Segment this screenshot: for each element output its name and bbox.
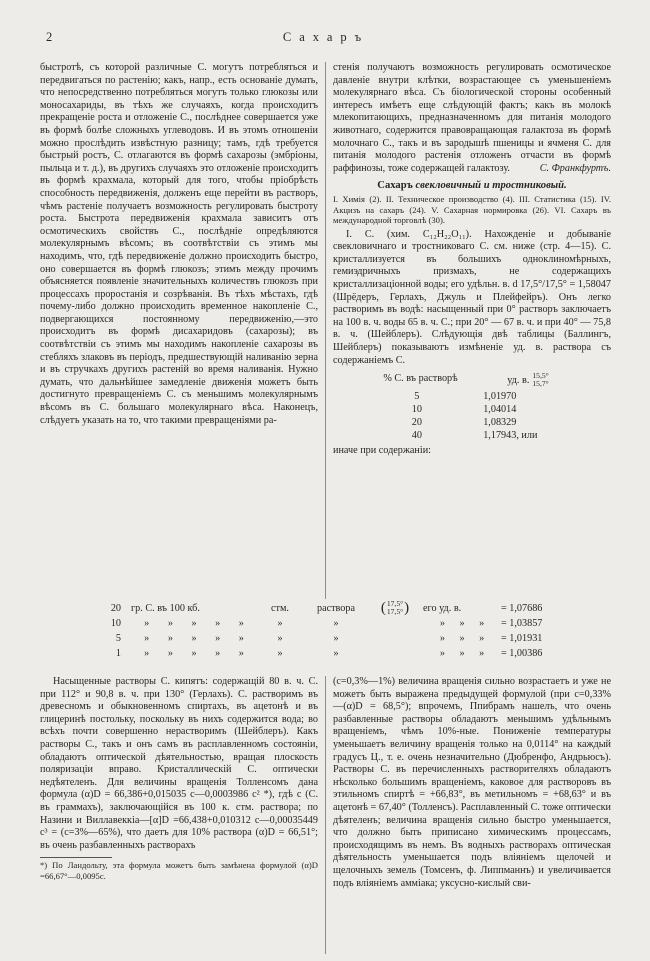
section-heading-sub: свекловичный и тростниковый.: [415, 180, 567, 192]
table-row: 1 » » » » » » » » » » = 1,00386: [115, 648, 543, 659]
table-row: 5 » » » » » » » » » » = 1,01931: [115, 633, 543, 644]
table-row: 40 1,17943, или: [411, 430, 538, 442]
table-row: 20 1,08329: [411, 417, 517, 429]
author-signature: С. Франкфуртъ.: [539, 162, 611, 174]
section-heading: [333, 179, 611, 192]
concentration-col1-header: % С. въ растворѣ: [383, 373, 458, 385]
temperature-fraction: 15,5° 15,7°: [532, 371, 549, 389]
concentration-col2-header: уд. в. 15,5° 15,7°: [507, 371, 549, 389]
table-row: 10 » » » » » » » » » » = 1,03857: [110, 618, 543, 629]
right-column-paragraph: стенія получаютъ возможность регулировать осмотическое давленіе внутри клѣтки, возрастающее съ уменьшеніемъ молекулярнаго вѣса. Съ біологической стороны особенный интересъ имѣетъ еще слѣдующій фактъ; какъ въ молокѣ млекопитающихъ, предназначенномъ для питанія молодого животнаго, содержится правовращающая галактоза въ формѣ молочнаго С., такъ и въ зародышѣ пшеницы и ячменя С. для питанія молодого растенія отложенъ отчасти въ формѣ раффинозы, тоже содержащей галактозу.: [333, 62, 611, 174]
section-heading-main: Сахаръ: [377, 180, 413, 192]
concentration-table-header: [365, 372, 580, 388]
page-number: 2: [46, 30, 53, 44]
column-divider-top: [325, 62, 326, 599]
table-row: 5 1,01970: [414, 391, 517, 403]
top-right-column: [333, 62, 611, 599]
bottom-right-paragraph: (c=0,3%—1%) величина вращенія сильно возрастаетъ и уже не можетъ быть выражена предыдущей формулой (при c=0,33% —(α)D = 68,5°); впрочемъ, Ппибрамъ нашелъ, что очень разбавленные растворы обладаютъ меньшимъ удѣльнымъ вращеніемъ, чѣмъ 10%-ные. Пониженіе температуры уменьшаетъ величину вращенія только на 0,0114° на каждый градусъ Ц., т. е. очень незначительно (Дюбренфо, Андрьюсъ). Растворы С. въ перечисленныхъ растворителяхъ обладаютъ нѣсколько большимъ вращеніемъ, каковое для растворовъ въ этильномъ спиртѣ = +66,83°, въ метильномъ = +68,63° и въ ацетонѣ = 67,40° (Толленсъ). Расплавленный С. тоже оптически дѣятеленъ; величина вращенія сильно быстро уменьшается, что должно быть приписано химическимъ процессамъ, происходящимъ въ немъ. Въ водныхъ растворахъ оптическая дѣятельность уменьшается подъ вліяніемъ щелочей и щелочныхъ земель (Томсенъ, ф. Липпманнъ) и увеличивается подъ вліяніемъ амміака; уксусно-кислый сви-: [333, 676, 611, 889]
after-table-text: иначе при содержаніи:: [333, 445, 431, 457]
top-section: [40, 62, 612, 599]
left-column-paragraph: быстротѣ, съ которой различные С. могутъ потребляться и передвигаться по растенію; какъ, напр., есть основаніе думать, что непосредственно потребляться могутъ только глюкозы или моносахариды, въ тѣхъ же случаяхъ, когда происходитъ прекращеніе роста и отложеніе С., послѣднее совершается уже въ формѣ болѣе сложныхъ углеводовъ. И въ этомъ отношеніи можно прослѣдить извѣстную разницу; тамъ, гдѣ требуется быстрый ростъ, С. отлагаются въ формѣ сахарозы (эмбріоны, пыльца и т. д.), въ другихъ случаяхъ это отложеніе происходитъ въ формѣ крахмала, который для того, чтобы пріобрѣсть способность передвиженія, долженъ еще перейти въ растворъ, чѣмъ растеніе получаетъ возможность регулировать быстроту роста. Быстрота передвиженія крахмала зависитъ отъ осмотическихъ свойствъ С., послѣдніе опредѣляются молекулярнымъ вѣсомъ; въ соотвѣтствіи съ этимъ мы находимъ, что, гдѣ передвиженіе должно происходить быстро, оно совершается въ формѣ глюкозъ; этимъ между прочимъ объясняется появленіе значительныхъ количествъ глюкозъ при процессахъ проростанія и созрѣванія. Въ тѣхъ мѣстахъ, гдѣ почему-либо должно происходить временное накопленіе С., подвергающихся постоянному передвиженію,—это происходитъ въ формѣ дисахаридовъ (сахарозы); въ соотвѣтствіи съ этимъ мы находимъ накопленіе сахарозы въ стебляхъ злаковъ въ періодъ, предшествующій наливанію зерна и въ стручкахъ другихъ растеній во время наливанія. Нужно думать, что дальнѣйшее замедленіе движенія можетъ быть достигнуто превращеніемъ С. съ меньшимъ молекулярнымъ вѣсомъ въ С. большаго молекулярнаго вѣса. Наконецъ, слѣдуетъ указать на то, что такими превращеніями ра-: [40, 62, 318, 426]
bottom-left-paragraph: Насыщенные растворы С. кипятъ: содержащій 80 в. ч. С. при 112° и 90,8 в. ч. при 130° (Герлахъ). С. растворимъ въ древесномъ и обыкновенномъ спиртахъ, въ ацетонѣ и въ глицеринѣ постольку, поскольку въ нихъ содержится вода; во всѣхъ почти совершенно нерастворимъ (Шейблеръ). Какъ растворы С., такъ и онъ самъ въ расплавленномъ состояніи, обладаютъ оптической дѣятельностью, вращая плоскость поляризаціи вправо. Кристаллическій С. оптически недѣятеленъ. Для величины вращенія Толленсомъ дана формула (α)D = 66,386+0,015035 c—0,0003986 c² *), гдѣ c (С. въ граммахъ), заключающійся въ 100 к. стм. раствора; по Назини и Виллавеккіа—[α]D =66,438+0,010312 c—0,00035449 c³ = (c=3%—65%), что даетъ для 10% раствора (α)D = 66,51°; въ очень разбавленныхъ растворахъ: [40, 676, 318, 851]
density-table: [95, 600, 570, 661]
bottom-section: [40, 676, 612, 954]
top-left-column: [40, 62, 318, 599]
section-index: I. Химія (2). II. Техническое производство (4). III. Статистика (15). IV. Акцизъ на сахаръ (24). V. Сахарная нормировка (26). VI. Сахаръ въ международной торговлѣ (30).: [333, 194, 611, 226]
footnote-text: *) По Ландольту, эта формула можетъ быть замѣнена формулой (α)D =66,67°—0,0095c.: [40, 860, 318, 881]
footnote-divider: [40, 857, 112, 858]
table-row: 10 1,04014: [411, 404, 517, 416]
page-header: [40, 30, 612, 48]
column-divider-bottom: [325, 676, 326, 954]
table-row: 20 гр. С. въ 100 кб. стм. раствора ( 17,5° 17,5° ) его уд. в. = 1,07686: [110, 599, 543, 616]
bottom-left-column: [40, 676, 318, 954]
temperature-fraction: ( 17,5° 17,5° ): [380, 599, 410, 616]
chemistry-paragraph: I. С. (хим. C₁₂H₂₂O₁₁). Нахожденіе и добываніе свекловичнаго и тростниковаго С. см. ниже (стр. 4—15). С. кристаллизуется въ большихъ одноклиномѣрныхъ, гемиэдричныхъ призмахъ, не содержащихъ кристаллизаціонной воды; его удѣльн. в. d 17,5°/17,5° = 1,58047 (Шрёдеръ, Герлахъ, Джуль и Плейфейръ). Онъ легко растворимъ въ водѣ: насыщенный при 0° растворъ заключаетъ на 100 в. ч. воды 65 в. ч. С.; при 20° — 67 в. ч. и при 40° — 75,8 в. ч. (Шейблеръ). Слѣдующія двѣ таблицы (Баллингъ, Шейблеръ) показываютъ измѣненіе уд. в. раствора съ содержаніемъ С.: [333, 228, 611, 366]
bottom-right-column: [333, 676, 611, 954]
concentration-table: [365, 372, 580, 442]
running-title: Сахаръ: [282, 30, 370, 44]
